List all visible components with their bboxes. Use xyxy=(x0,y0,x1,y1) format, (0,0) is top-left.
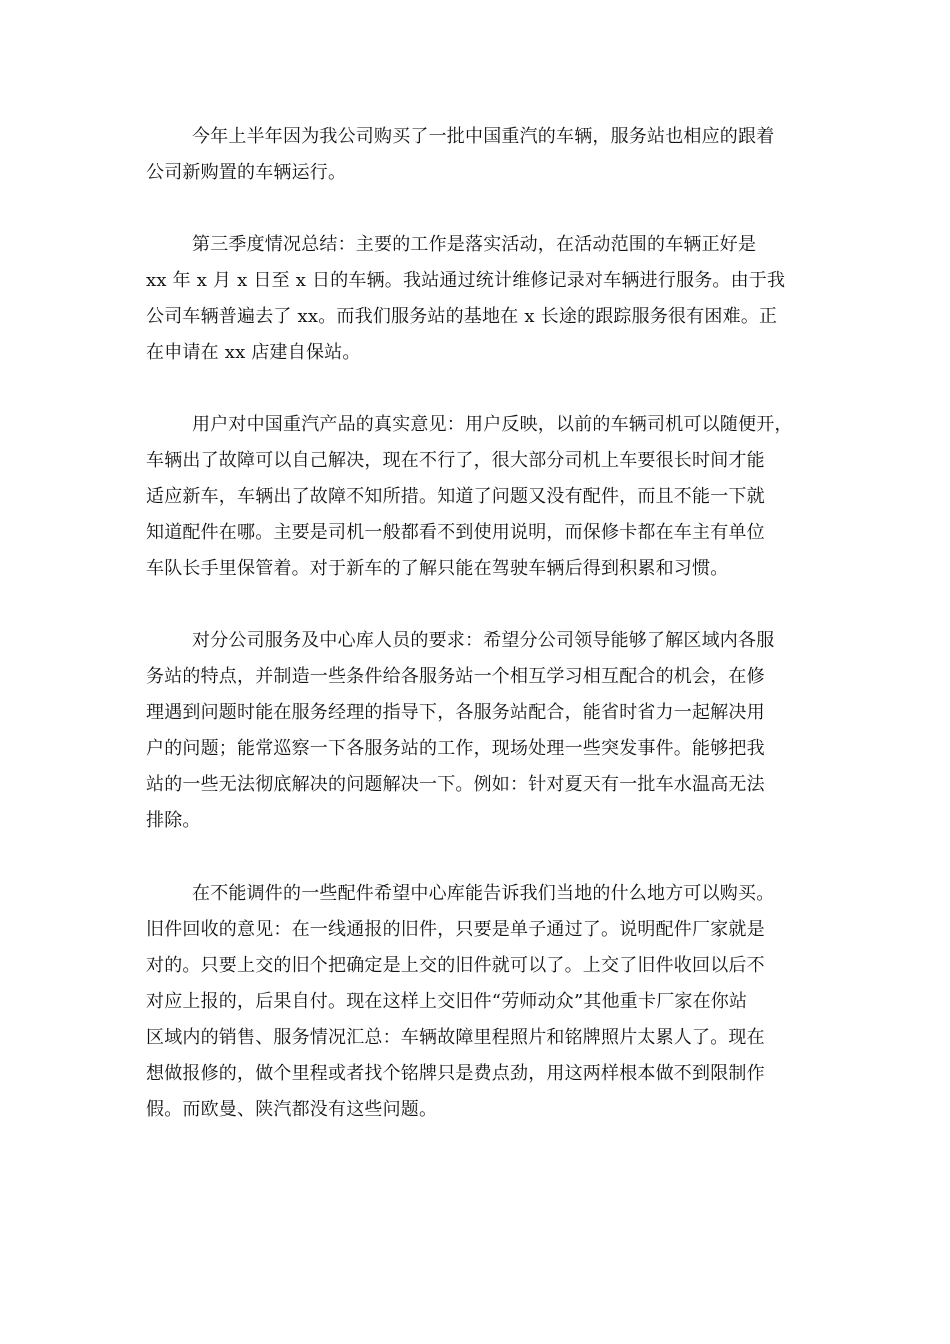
text-line: 公司新购置的车辆运行。 xyxy=(146,162,347,183)
text-line: 适应新车，车辆出了故障不知所措。知道了问题又没有配件，而且不能一下就 xyxy=(146,486,765,507)
text-line: 站的一些无法彻底解决的问题解决一下。例如：针对夏天有一批车水温高无法 xyxy=(146,774,765,795)
text-line: xx 年 x 月 x 日至 x 日的车辆。我站通过统计维修记录对车辆进行服务。由于我 xyxy=(146,270,786,291)
text-line: 车辆出了故障可以自己解决，现在不行了，很大部分司机上车要很长时间才能 xyxy=(146,450,765,471)
text-line: 对应上报的，后果自付。现在这样上交旧件“劳师动众”其他重卡厂家在你站 xyxy=(146,991,748,1012)
text-line: 在不能调件的一些配件希望中心库能告诉我们当地的什么地方可以购买。 xyxy=(192,883,775,904)
text-line: 旧件回收的意见：在一线通报的旧件，只要是单子通过了。说明配件厂家就是 xyxy=(146,919,765,940)
text-line: 区域内的销售、服务情况汇总：车辆故障里程照片和铭牌照片太累人了。现在 xyxy=(146,1027,765,1048)
text-line: 公司车辆普遍去了 xx。而我们服务站的基地在 x 长途的跟踪服务很有困难。正 xyxy=(146,306,778,327)
text-line: 今年上半年因为我公司购买了一批中国重汽的车辆，服务站也相应的跟着 xyxy=(192,126,775,147)
text-line: 务站的特点，并制造一些条件给各服务站一个相互学习相互配合的机会，在修 xyxy=(146,666,765,687)
text-line: 对分公司服务及中心库人员的要求：希望分公司领导能够了解区域内各服 xyxy=(192,630,775,651)
text-line: 车队长手里保管着。对于新车的了解只能在驾驶车辆后得到积累和习惯。 xyxy=(146,558,729,579)
paragraph-third-quarter-summary xyxy=(146,227,836,371)
text-line: 假。而欧曼、陕汽都没有这些问题。 xyxy=(146,1099,438,1120)
text-line: 在申请在 xx 店建自保站。 xyxy=(146,342,361,363)
paragraph-branch-requirements xyxy=(146,623,836,839)
text-line: 对的。只要上交的旧个把确定是上交的旧件就可以了。上交了旧件收回以后不 xyxy=(146,955,765,976)
paragraph-parts-return xyxy=(146,876,836,1128)
text-line: 第三季度情况总结：主要的工作是落实活动，在活动范围的车辆正好是 xyxy=(192,234,757,255)
text-line: 理遇到问题时能在服务经理的指导下，各服务站配合，能省时省力一起解决用 xyxy=(146,702,765,723)
text-line: 户的问题；能常巡察一下各服务站的工作，现场处理一些突发事件。能够把我 xyxy=(146,738,765,759)
paragraph-user-feedback xyxy=(146,407,836,587)
text-line: 想做报修的，做个里程或者找个铭牌只是费点劲，用这两样根本做不到限制作 xyxy=(146,1063,765,1084)
text-line: 用户对中国重汽产品的真实意见：用户反映，以前的车辆司机可以随便开， xyxy=(192,414,793,435)
text-line: 排除。 xyxy=(146,810,201,831)
text-line: 知道配件在哪。主要是司机一般都看不到使用说明，而保修卡都在车主有单位 xyxy=(146,522,765,543)
paragraph-vehicle-purchase xyxy=(146,119,836,191)
